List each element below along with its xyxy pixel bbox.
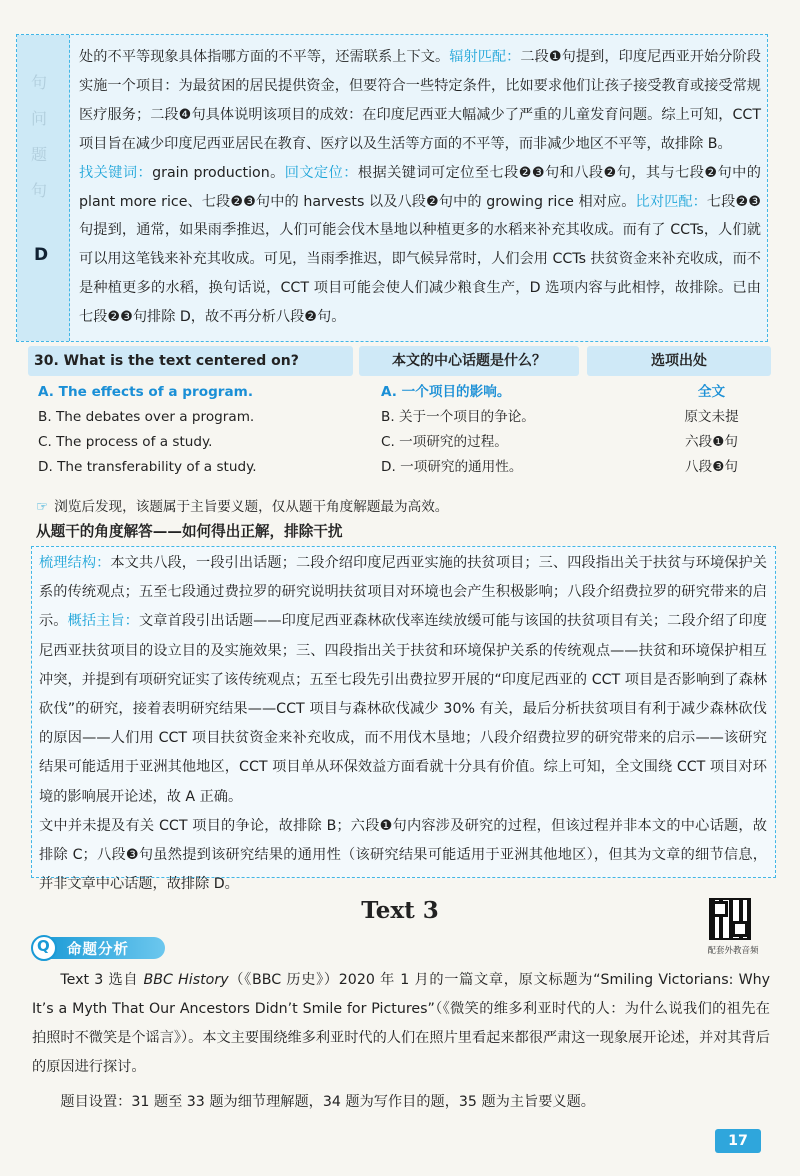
source-header: 选项出处 xyxy=(587,346,771,376)
analysis-text-span: Text 3 选自 xyxy=(60,972,144,988)
section-heading: 从题干的角度解答——如何得出正解，排除干扰 xyxy=(36,523,343,540)
keyword-label: 概括主旨： xyxy=(67,613,139,630)
analysis-text-span: grain production。 xyxy=(152,164,285,181)
distractor-elimination: 文中并未提及有关 CCT 项目的争论，故排除 B；六段❶句内容涉及研究的过程，但该过程并非本文的中心话题，故排除 C；八段❸句虽然提到该研究结果的通用性（该研究结果可能适用于亚洲其他地区），但其为文章的细节信息，并非文章中心话题，故排除 D。 xyxy=(39,817,767,893)
structure-summary xyxy=(39,549,767,812)
option-zh: C. 一项研究的过程。 xyxy=(381,434,508,450)
keyword-label: 比对匹配： xyxy=(635,193,707,210)
text3-title: Text 3 xyxy=(361,897,439,924)
option-row xyxy=(28,430,774,455)
option-source: 原文未提 xyxy=(684,409,739,425)
faint-side-glyphs xyxy=(31,65,55,209)
option-row xyxy=(28,380,774,405)
question-stem-zh: 本文的中心话题是什么？ xyxy=(359,346,579,376)
faint-glyph: 问 xyxy=(31,109,48,128)
analysis-text-span: 处的不平等现象具体指哪方面的不平等，还需联系上下文。 xyxy=(79,49,450,65)
analysis-text-span: 根据关键词可定位至七段❷❸句和八段❷句，其与七段❷句中的 plant more rice、七段❷❸句中的 harvests 以及八段❷句中的 growing rice 相对应。 xyxy=(79,164,761,210)
faint-glyph: 句 xyxy=(31,73,48,92)
pointing-hand-icon: ☞ xyxy=(36,499,49,515)
option-zh: A. 一个项目的影响。 xyxy=(381,384,511,400)
option-zh: D. 一项研究的通用性。 xyxy=(381,459,523,475)
keyword-label: 梳理结构： xyxy=(39,555,111,571)
analysis-text-span: 七段❷❸句提到，通常，如果雨季推迟，人们可能会伐木垦地以种植更多的水稻来补充其收成。而有了 CCTs，人们就可以用这笔钱来补充其收成。可见，当雨季推迟，即气候异常时，人们会用 CCTs 扶贫资金来补充收成，而不是种植更多的水稻，换句话说，CCT 项目可能会使人们减少粮食生产，D 选项内容与此相悖，故排除。已由七段❷❸句排除 D，故不再分析八段❷句。 xyxy=(79,193,761,326)
badge-label: 命题分析 xyxy=(67,942,129,958)
option-en: C. The process of a study. xyxy=(38,434,213,450)
faint-glyph: 句 xyxy=(31,181,48,200)
option-rows xyxy=(28,380,774,480)
option-b-analysis xyxy=(79,43,761,159)
browse-note xyxy=(36,495,448,515)
text3-analysis-body xyxy=(32,966,770,1117)
option-row xyxy=(28,455,774,480)
keyword-label: 回文定位： xyxy=(284,164,358,181)
text3-source-paragraph xyxy=(32,966,770,1082)
question-header xyxy=(28,346,774,376)
option-row xyxy=(28,405,774,430)
analysis-text-span: 本文共八段，一段引出话题；二段介绍印度尼西亚实施的扶贫项目；三、四段指出关于扶贫与环境保护关系的传统观点；五至七段通过费拉罗的研究说明扶贫项目对环境也会产生积极影响；八段介绍费拉罗的研究带来的启示。 xyxy=(39,555,767,630)
keyword-label: 找关键词： xyxy=(79,164,153,181)
text3-question-setup: 题目设置：31 题至 33 题为细节理解题，34 题为写作目的题，35 题为主旨要义题。 xyxy=(60,1094,595,1110)
analysis-badge xyxy=(31,935,171,961)
page-number: 17 xyxy=(715,1129,761,1153)
analysis-text-span: BBC History xyxy=(143,972,229,988)
option-d-analysis xyxy=(79,159,761,332)
option-d-label: D xyxy=(34,245,49,265)
qr-code-icon xyxy=(709,898,751,940)
analysis-text xyxy=(79,43,761,332)
question-30-table xyxy=(28,346,774,480)
analysis-box-b-d xyxy=(16,34,768,342)
analysis-text-span: 文章首段引出话题——印度尼西亚森林砍伐率连续放缓可能与该国的扶贫项目有关；二段介绍了印度尼西亚扶贫项目的设立目的及实施效果；三、四段指出关于扶贫和环境保护关系的传统观点——扶贫和环境保护相互冲突，并提到有项研究证实了该传统观点；五至七段先引出费拉罗开展的“印度尼西亚的 CCT 项目是否影响到了森林砍伐”的研究，接着表明研究结果——CCT 项目与森林砍伐减少 30% 有关，最后分析扶贫项目有利于减少森林砍伐的原因——人们用 CCT 项目扶贫资金来补充收成，而不用伐木垦地；八段介绍费拉罗的研究带来的启示——该研究结果可能适用于亚洲其他地区，CCT 项目单从环保效益方面看就十分具有价值。综上可知，全文围绕 CCT 项目对环境的影响展开论述，故 A 正确。 xyxy=(39,613,767,805)
option-en: D. The transferability of a study. xyxy=(38,459,257,475)
browse-note-text: 浏览后发现，该题属于主旨要义题，仅从题干角度解题最为高效。 xyxy=(54,499,449,515)
option-source: 六段❶句 xyxy=(685,434,738,450)
analysis-text-span: （《BBC 历史》）2020 年 1 月的一篇文章，原文标题为“Smiling Victorians: Why It’s a Myth That Our Ancestors Didn’t Smile for Pictures”（《微笑的维多利亚时代的人：为什么说我们的祖先在拍照时不微笑是个谣言》）。本文主要围绕维多利亚时代的人们在照片里看起来都很严肃这一现象展开论述，并对其背后的原因进行探讨。 xyxy=(32,972,770,1075)
qr-caption: 配套外教音频 xyxy=(707,946,759,956)
structure-text xyxy=(39,549,767,899)
structure-analysis-box xyxy=(31,546,776,893)
side-strip xyxy=(17,35,70,341)
faint-glyph: 题 xyxy=(31,145,48,164)
analysis-text-span: 二段❶句提到，印度尼西亚开始分阶段实施一个项目：为最贫困的居民提供资金，但要符合一些特定条件，比如要求他们让孩子接受教育或接受常规医疗服务；二段❹句具体说明该项目的成效：在印度尼西亚大幅减少了严重的儿童发育问题。综上可知，CCT 项目旨在减少印度尼西亚居民在教育、医疗以及生活等方面的不平等，而非减少地区不平等，故排除 B。 xyxy=(79,49,761,152)
option-en: B. The debates over a program. xyxy=(38,409,255,425)
option-en: A. The effects of a program. xyxy=(38,384,254,400)
option-source: 八段❸句 xyxy=(685,459,738,475)
search-icon: Q xyxy=(31,935,57,961)
question-stem-en: 30. What is the text centered on? xyxy=(28,346,353,376)
option-zh: B. 关于一个项目的争论。 xyxy=(381,409,535,425)
option-source: 全文 xyxy=(697,384,726,400)
keyword-label: 辐射匹配： xyxy=(449,49,521,65)
